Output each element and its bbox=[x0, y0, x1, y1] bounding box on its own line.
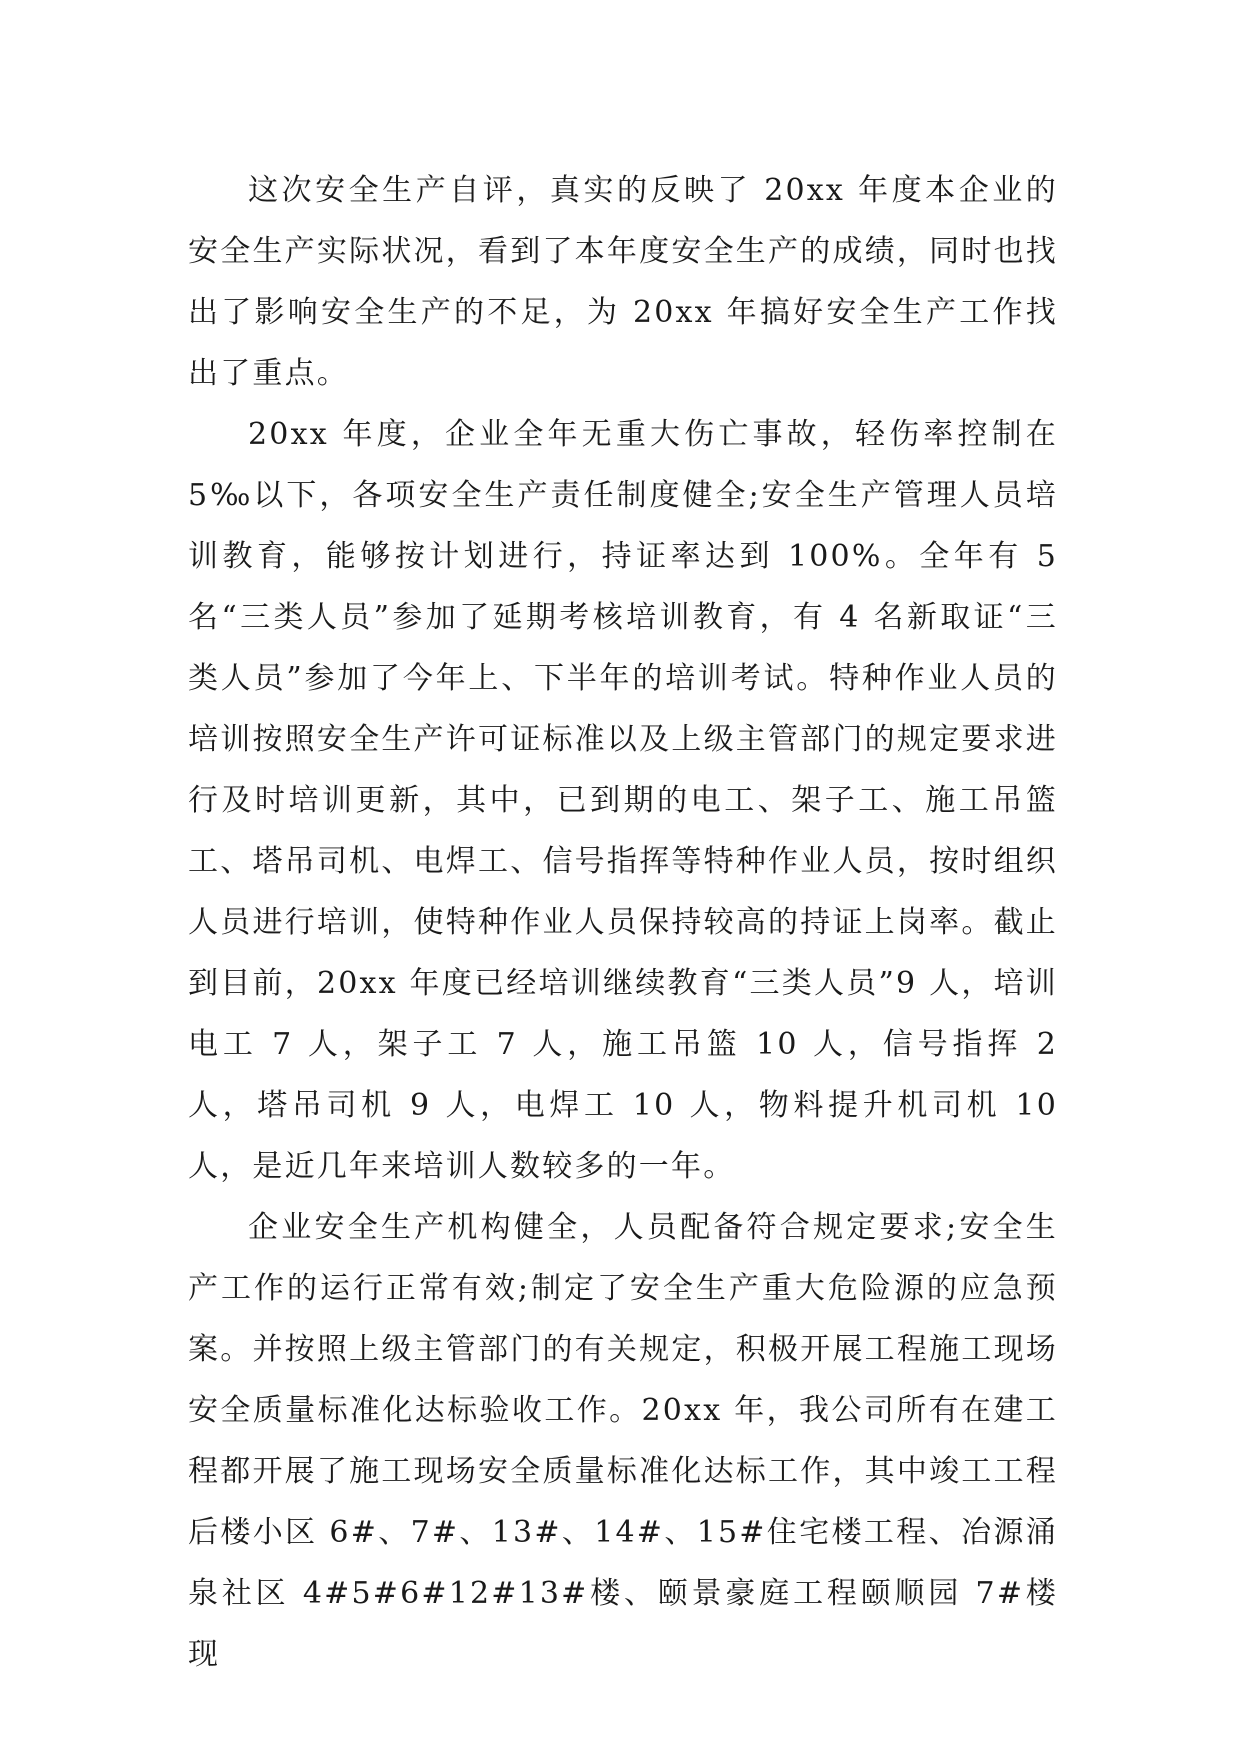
paragraph-self-evaluation: 这次安全生产自评，真实的反映了 20xx 年度本企业的安全生产实际状况，看到了本年度安全生产的成绩，同时也找出了影响安全生产的不足，为 20xx 年搞好安全生产工作找出了重点。 bbox=[188, 173, 1058, 391]
document-body bbox=[188, 160, 1058, 1685]
paragraph-organization: 企业安全生产机构健全，人员配备符合规定要求;安全生产工作的运行正常有效;制定了安全生产重大危险源的应急预案。并按照上级主管部门的有关规定，积极开展工程施工现场安全质量标准化达标验收工作。20xx 年，我公司所有在建工程都开展了施工现场安全质量标准化达标工作，其中竣工工程后楼小区 6#、7#、13#、14#、15#住宅楼工程、冶源涌泉社区 4#5#6#12#13#楼、颐景豪庭工程颐顺园 7#楼现 bbox=[188, 1210, 1058, 1672]
paragraph-training: 20xx 年度，企业全年无重大伤亡事故，轻伤率控制在 5‰以下，各项安全生产责任制度健全;安全生产管理人员培训教育，能够按计划进行，持证率达到 100%。全年有 5 名“三类人员”参加了延期考核培训教育，有 4 名新取证“三类人员”参加了今年上、下半年的培训考试。特种作业人员的培训按照安全生产许可证标准以及上级主管部门的规定要求进行及时培训更新，其中，已到期的电工、架子工、施工吊篮工、塔吊司机、电焊工、信号指挥等特种作业人员，按时组织人员进行培训，使特种作业人员保持较高的持证上岗率。截止到目前，20xx 年度已经培训继续教育“三类人员”9 人，培训电工 7 人，架子工 7 人，施工吊篮 10 人，信号指挥 2 人，塔吊司机 9 人，电焊工 10 人，物料提升机司机 10 人，是近几年来培训人数较多的一年。 bbox=[188, 417, 1058, 1184]
